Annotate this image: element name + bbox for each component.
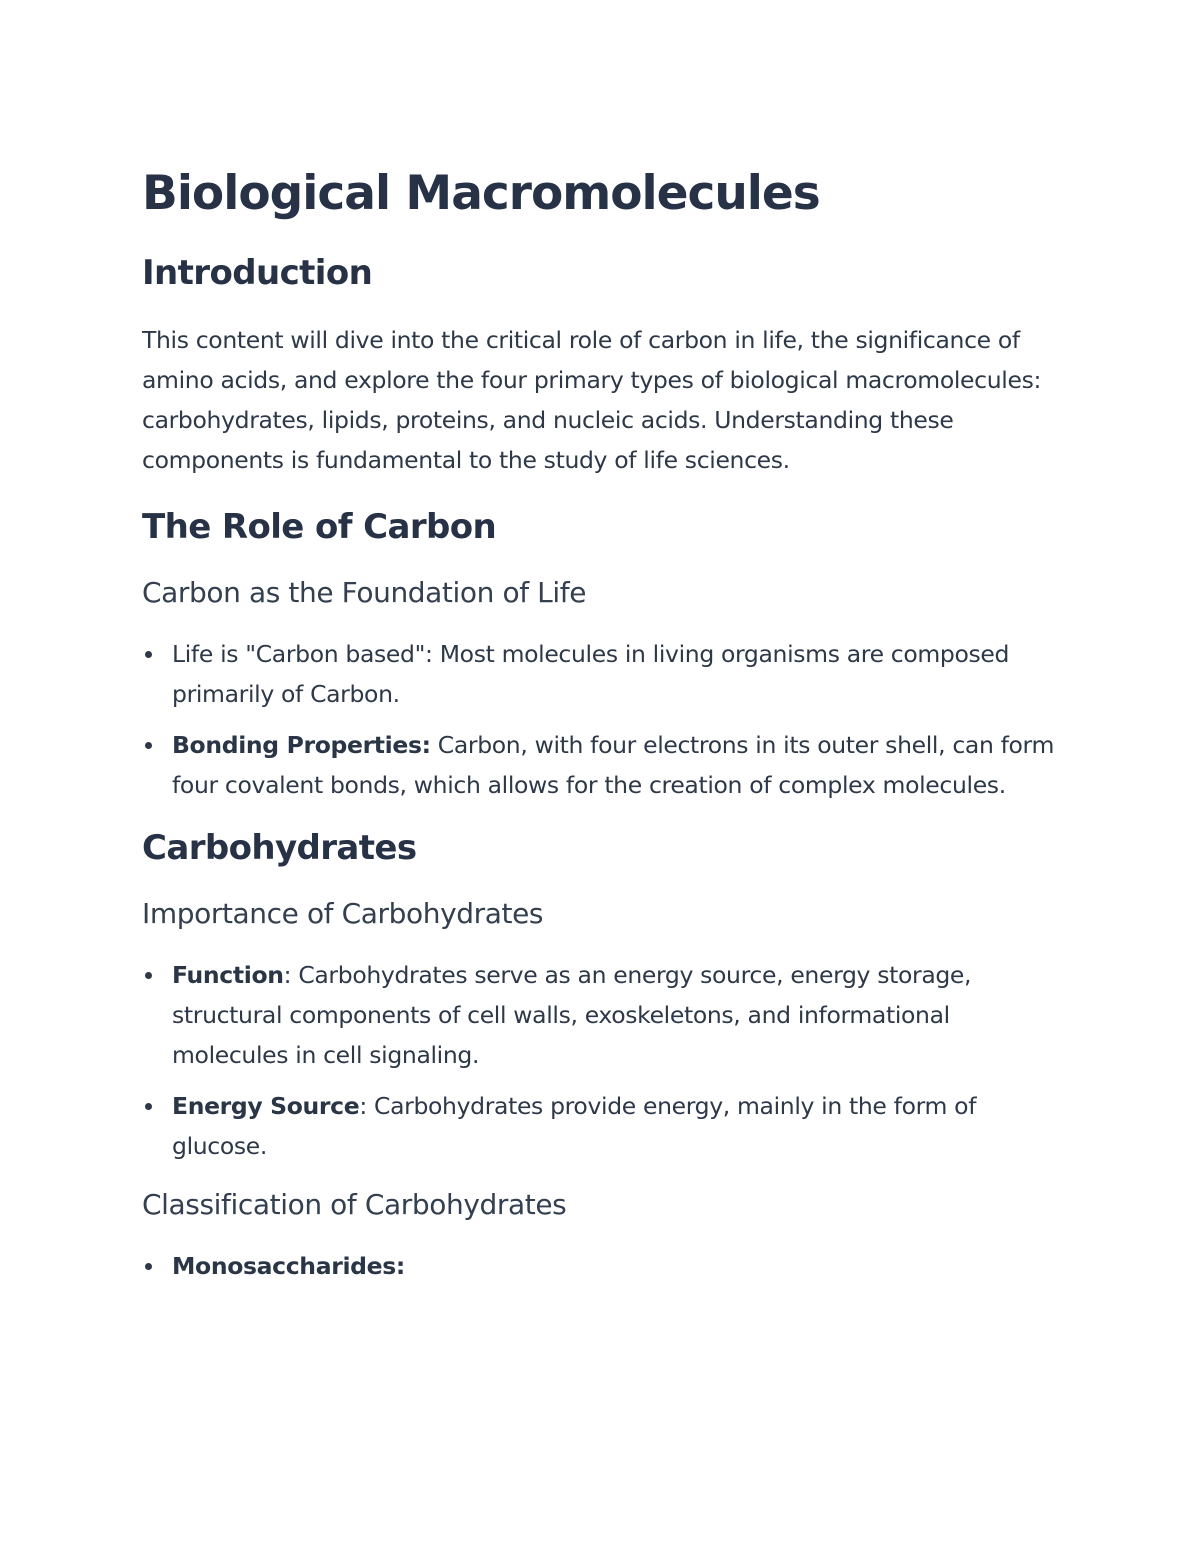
page-title: Biological Macromolecules xyxy=(142,166,820,221)
list-item-text: : Carbohydrates provide energy, mainly in the form of glucose. xyxy=(172,1092,977,1160)
bullet-icon xyxy=(145,1263,152,1270)
list-item-term: Function xyxy=(172,961,284,989)
list-item-term: Energy Source xyxy=(172,1092,360,1120)
section-heading-carbohydrates: Carbohydrates xyxy=(142,828,417,868)
section-heading-role-of-carbon: The Role of Carbon xyxy=(142,507,497,547)
subheading-carbon-foundation: Carbon as the Foundation of Life xyxy=(142,576,587,609)
bullet-icon xyxy=(145,742,152,749)
section-heading-introduction: Introduction xyxy=(142,253,373,293)
list-item xyxy=(142,725,1072,805)
introduction-paragraph: This content will dive into the critical role of carbon in life, the significance of amino acids, and explore the four primary types of biological macromolecules: carbohydrates, lipids, proteins, and nucleic acids. Understanding these components is fundamental to the study of life sciences. xyxy=(142,326,1042,474)
document-page xyxy=(142,163,1072,1306)
carbon-list xyxy=(142,634,1072,805)
bullet-icon xyxy=(145,1103,152,1110)
list-item xyxy=(142,634,1072,714)
list-item-text: Life is "Carbon based": Most molecules in living organisms are composed primarily of Carbon. xyxy=(172,640,1010,708)
list-item-text: : Carbohydrates serve as an energy source, energy storage, structural components of cell walls, exoskeletons, and informational molecules in cell signaling. xyxy=(172,961,972,1069)
subheading-importance-of-carbohydrates: Importance of Carbohydrates xyxy=(142,897,544,930)
bullet-icon xyxy=(145,651,152,658)
list-item xyxy=(142,1086,1072,1166)
list-item xyxy=(142,1246,1072,1286)
carbohydrates-classification-list xyxy=(142,1246,1072,1286)
section-carbohydrates xyxy=(142,825,1072,1286)
list-item-text: Carbon, with four electrons in its outer shell, can form four covalent bonds, which allows for the creation of complex molecules. xyxy=(172,731,1055,799)
subheading-classification-of-carbohydrates: Classification of Carbohydrates xyxy=(142,1188,567,1221)
list-item-term: Monosaccharides: xyxy=(172,1252,405,1280)
bullet-icon xyxy=(145,972,152,979)
section-introduction xyxy=(142,250,1072,480)
carbohydrates-importance-list xyxy=(142,955,1072,1166)
section-role-of-carbon xyxy=(142,504,1072,805)
list-item-term: Bonding Properties: xyxy=(172,731,431,759)
list-item xyxy=(142,955,1072,1075)
